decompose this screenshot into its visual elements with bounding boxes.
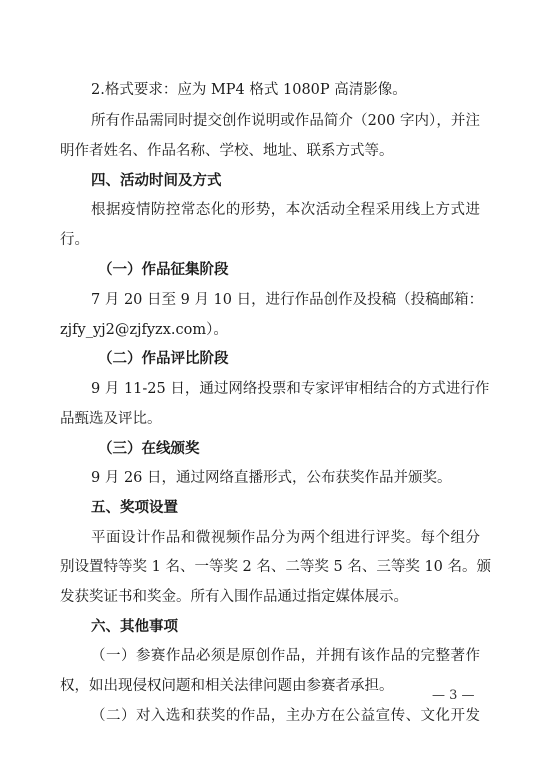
awards-line-3: 发获奖证书和奖金。所有入围作品通过指定媒体展示。 [60, 589, 408, 605]
evaluation-dates-line-1: 9 月 11-25 日，通过网络投票和专家评审相结合的方式进行作 [91, 381, 490, 397]
page-number: — 3 — [432, 688, 475, 703]
evaluation-dates-line-2: 品甄选及评比。 [60, 411, 162, 427]
section-heading-other-matters: 六、其他事项 [91, 618, 178, 635]
collection-dates-line-1: 7 月 20 日至 9 月 10 日，进行作品创作及投稿（投稿邮箱： [91, 292, 484, 308]
submission-note-line-2: 明作者姓名、作品名称、学校、地址、联系方式等。 [60, 143, 394, 159]
section-heading-time-method: 四、活动时间及方式 [91, 172, 222, 189]
submission-note-line-1: 所有作品需同时提交创作说明或作品简介（200 字内），并注 [91, 113, 480, 129]
format-requirement-line: 2.格式要求：应为 MP4 格式 1080P 高清影像。 [91, 82, 407, 98]
originality-line-2: 权，如出现侵权问题和相关法律问题由参赛者承担。 [60, 678, 394, 694]
submission-email: zjfy_yj2@zjfyzx.com）。 [60, 322, 228, 338]
online-activity-line-1: 根据疫情防控常态化的形势，本次活动全程采用线上方式进 [91, 202, 480, 218]
subheading-evaluation-stage: （二）作品评比阶段 [98, 350, 229, 367]
award-ceremony-line: 9 月 26 日，通过网络直播形式，公布获奖作品并颁奖。 [91, 470, 452, 486]
selected-works-line-1: （二）对入选和获奖的作品，主办方在公益宣传、文化开发 [91, 708, 480, 724]
subheading-collection-stage: （一）作品征集阶段 [98, 261, 229, 278]
online-activity-line-2: 行。 [60, 232, 89, 248]
awards-line-2: 别设置特等奖 1 名、一等奖 2 名、二等奖 5 名、三等奖 10 名。颁 [60, 559, 491, 575]
subheading-online-award: （三）在线颁奖 [98, 440, 200, 457]
awards-line-1: 平面设计作品和微视频作品分为两个组进行评奖。每个组分 [91, 530, 480, 546]
originality-line-1: （一）参赛作品必须是原创作品，并拥有该作品的完整著作 [91, 648, 480, 664]
section-heading-awards: 五、奖项设置 [91, 499, 178, 516]
